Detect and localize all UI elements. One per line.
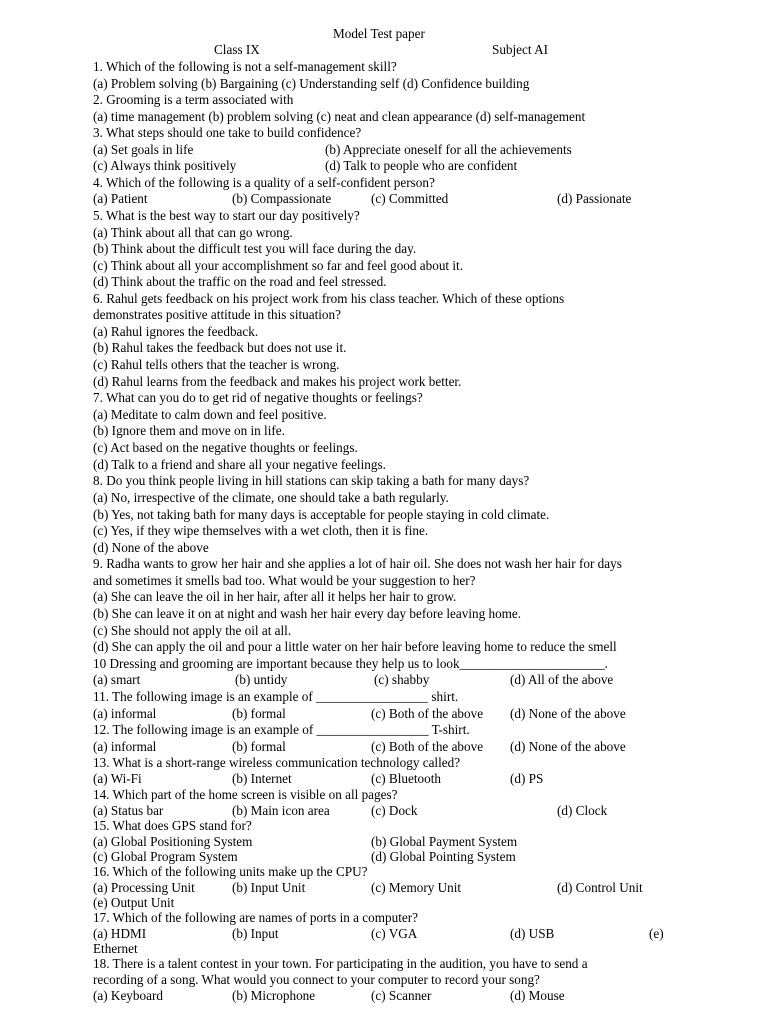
question-9-cont: and sometimes it smells bad too. What would be your suggestion to her?	[93, 573, 476, 588]
class-label: Class IX	[214, 42, 260, 57]
question-17-option-b: (b) Input	[232, 926, 279, 941]
question-3-option-b: (b) Appreciate oneself for all the achievements	[325, 142, 572, 157]
question-18-option-c: (c) Scanner	[371, 988, 432, 1003]
question-16-option-b: (b) Input Unit	[232, 880, 306, 895]
question-11-option-b: (b) formal	[232, 706, 286, 721]
question-14-option-b: (b) Main icon area	[232, 803, 330, 818]
question-7-option-b: (b) Ignore them and move on in life.	[93, 423, 285, 438]
question-18-option-b: (b) Microphone	[232, 988, 316, 1003]
question-17-option-e-text: Ethernet	[93, 941, 138, 956]
question-7-option-d: (d) Talk to a friend and share all your negative feelings.	[93, 457, 386, 472]
question-7-option-a: (a) Meditate to calm down and feel positive.	[93, 407, 327, 422]
question-15-option-c: (c) Global Program System	[93, 849, 238, 864]
page-title: Model Test paper	[333, 26, 425, 41]
question-9-option-c: (c) She should not apply the oil at all.	[93, 623, 292, 638]
question-16: 16. Which of the following units make up the CPU?	[93, 864, 368, 879]
question-18-option-d: (d) Mouse	[510, 988, 565, 1003]
question-8-option-b: (b) Yes, not taking bath for many days is acceptable for people staying in cold climate.	[93, 507, 550, 522]
question-4-option-d: (d) Passionate	[557, 191, 632, 206]
question-6: 6. Rahul gets feedback on his project work from his class teacher. Which of these options	[93, 291, 565, 306]
question-12-option-a: (a) informal	[93, 739, 157, 754]
question-4-option-c: (c) Committed	[371, 191, 449, 206]
question-11-option-d: (d) None of the above	[510, 706, 626, 721]
question-7-option-c: (c) Act based on the negative thoughts or feelings.	[93, 440, 358, 455]
question-2: 2. Grooming is a term associated with	[93, 92, 294, 107]
question-10: 10 Dressing and grooming are important because they help us to look______________________.	[93, 656, 608, 671]
question-13: 13. What is a short-range wireless communication technology called?	[93, 755, 461, 770]
question-17-option-d: (d) USB	[510, 926, 555, 941]
question-13-option-a: (a) Wi-Fi	[93, 771, 142, 786]
question-11-option-a: (a) informal	[93, 706, 157, 721]
question-12-option-c: (c) Both of the above	[371, 739, 484, 754]
question-10-option-b: (b) untidy	[235, 672, 288, 687]
question-6-option-b: (b) Rahul takes the feedback but does not use it.	[93, 340, 347, 355]
question-3-option-a: (a) Set goals in life	[93, 142, 194, 157]
question-10-option-c: (c) shabby	[374, 672, 430, 687]
question-12-option-b: (b) formal	[232, 739, 286, 754]
question-17-option-a: (a) HDMI	[93, 926, 147, 941]
question-5-option-b: (b) Think about the difficult test you will face during the day.	[93, 241, 417, 256]
question-11-option-c: (c) Both of the above	[371, 706, 484, 721]
question-3-option-c: (c) Always think positively	[93, 158, 237, 173]
question-6-cont: demonstrates positive attitude in this situation?	[93, 307, 341, 322]
question-7: 7. What can you do to get rid of negative thoughts or feelings?	[93, 390, 423, 405]
question-13-option-d: (d) PS	[510, 771, 544, 786]
question-1-options: (a) Problem solving (b) Bargaining (c) Understanding self (d) Confidence building	[93, 76, 530, 91]
question-10-option-d: (d) All of the above	[510, 672, 614, 687]
question-11: 11. The following image is an example of _________________ shirt.	[93, 689, 459, 704]
question-8-option-a: (a) No, irrespective of the climate, one should take a bath regularly.	[93, 490, 449, 505]
question-16-option-e: (e) Output Unit	[93, 895, 175, 910]
question-5-option-d: (d) Think about the traffic on the road and feel stressed.	[93, 274, 387, 289]
question-15: 15. What does GPS stand for?	[93, 818, 252, 833]
question-3-option-d: (d) Talk to people who are confident	[325, 158, 518, 173]
question-13-option-c: (c) Bluetooth	[371, 771, 441, 786]
question-8-option-c: (c) Yes, if they wipe themselves with a wet cloth, then it is fine.	[93, 523, 429, 538]
question-15-option-d: (d) Global Pointing System	[371, 849, 516, 864]
question-17-option-c: (c) VGA	[371, 926, 418, 941]
question-17-option-e: (e)	[649, 926, 664, 941]
question-14-option-a: (a) Status bar	[93, 803, 164, 818]
question-18-cont: recording of a song. What would you connect to your computer to record your song?	[93, 972, 540, 987]
question-14-option-d: (d) Clock	[557, 803, 608, 818]
question-6-option-c: (c) Rahul tells others that the teacher is wrong.	[93, 357, 340, 372]
question-4: 4. Which of the following is a quality of a self-confident person?	[93, 175, 435, 190]
question-6-option-a: (a) Rahul ignores the feedback.	[93, 324, 259, 339]
question-9-option-a: (a) She can leave the oil in her hair, after all it helps her hair to grow.	[93, 589, 457, 604]
question-12-option-d: (d) None of the above	[510, 739, 626, 754]
question-14-option-c: (c) Dock	[371, 803, 418, 818]
question-4-option-a: (a) Patient	[93, 191, 148, 206]
question-15-option-a: (a) Global Positioning System	[93, 834, 253, 849]
question-9: 9. Radha wants to grow her hair and she applies a lot of hair oil. She does not wash her hair for days	[93, 556, 622, 571]
question-5-option-a: (a) Think about all that can go wrong.	[93, 225, 293, 240]
question-2-options: (a) time management (b) problem solving (c) neat and clean appearance (d) self-management	[93, 109, 586, 124]
question-5-option-c: (c) Think about all your accomplishment so far and feel good about it.	[93, 258, 464, 273]
question-6-option-d: (d) Rahul learns from the feedback and makes his project work better.	[93, 374, 462, 389]
question-16-option-d: (d) Control Unit	[557, 880, 643, 895]
question-17: 17. Which of the following are names of ports in a computer?	[93, 910, 418, 925]
question-5: 5. What is the best way to start our day positively?	[93, 208, 360, 223]
question-12: 12. The following image is an example of _________________ T-shirt.	[93, 722, 470, 737]
question-18: 18. There is a talent contest in your town. For participating in the audition, you have to send a	[93, 956, 588, 971]
question-16-option-c: (c) Memory Unit	[371, 880, 462, 895]
question-4-option-b: (b) Compassionate	[232, 191, 332, 206]
question-13-option-b: (b) Internet	[232, 771, 292, 786]
question-1: 1. Which of the following is not a self-management skill?	[93, 59, 397, 74]
question-16-option-a: (a) Processing Unit	[93, 880, 195, 895]
subject-label: Subject AI	[492, 42, 549, 57]
question-14: 14. Which part of the home screen is visible on all pages?	[93, 787, 398, 802]
question-15-option-b: (b) Global Payment System	[371, 834, 518, 849]
question-8: 8. Do you think people living in hill stations can skip taking a bath for many days?	[93, 473, 530, 488]
question-9-option-d: (d) She can apply the oil and pour a little water on her hair before leaving home to reduce the smell	[93, 639, 617, 654]
question-18-option-a: (a) Keyboard	[93, 988, 163, 1003]
question-8-option-d: (d) None of the above	[93, 540, 209, 555]
question-3: 3. What steps should one take to build confidence?	[93, 125, 362, 140]
question-10-option-a: (a) smart	[93, 672, 141, 687]
question-9-option-b: (b) She can leave it on at night and wash her hair every day before leaving home.	[93, 606, 522, 621]
